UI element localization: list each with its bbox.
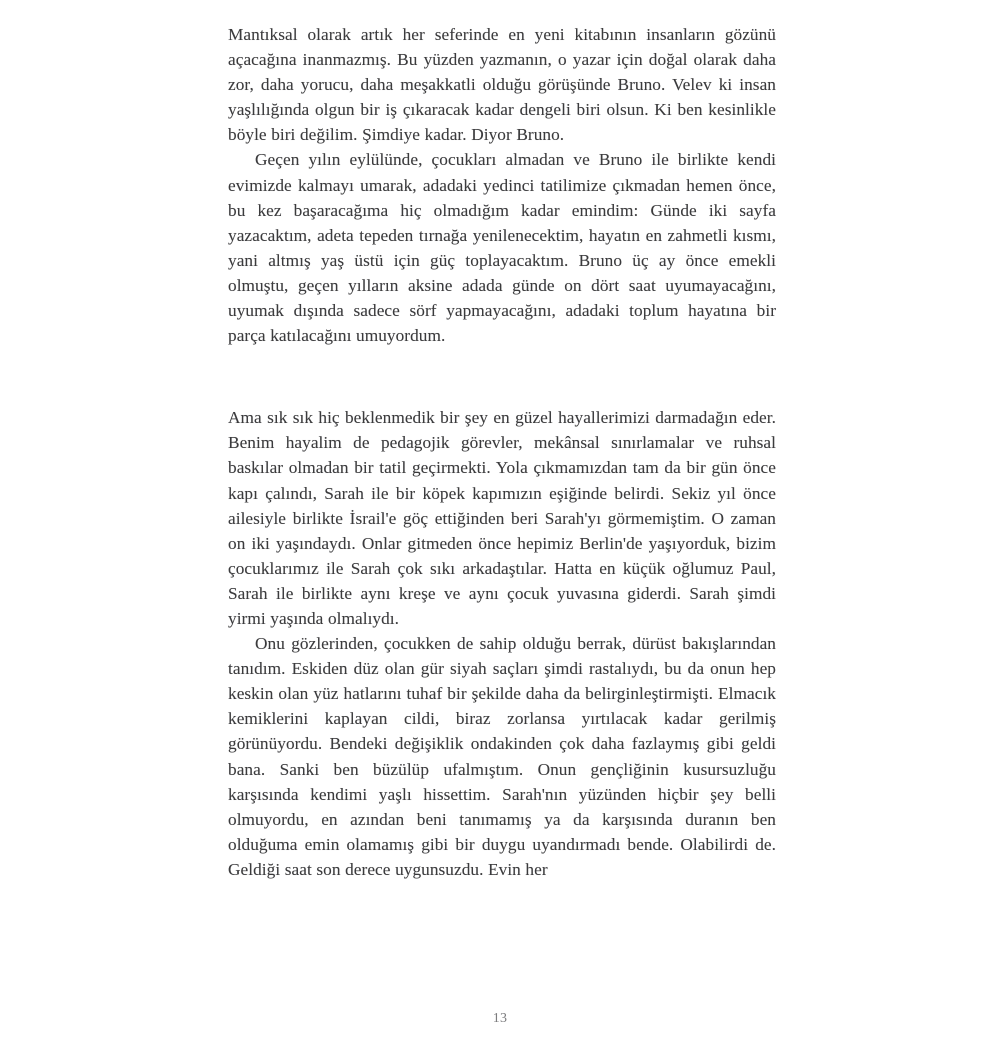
paragraph-3: Ama sık sık hiç beklenmedik bir şey en güzel hayallerimizi darmadağın eder. Benim hayalim de pedagojik görevler, mekânsal sınırlamalar ve ruhsal baskılar olmadan bir tatil geçirmekti. Yola çıkmamızdan tam da bir gün önce kapı çalındı, Sarah ile bir köpek kapımızın eşiğinde belirdi. Sekiz yıl önce ailesiyle birlikte İsrail'e göç ettiğinden beri Sarah'yı görmemiştim. O zaman on iki yaşındaydı. Onlar gitmeden önce hepimiz Berlin'de yaşıyorduk, bizim çocuklarımız ile Sarah çok sıkı arkadaştılar. Hatta en küçük oğlumuz Paul, Sarah ile birlikte aynı kreşe ve aynı çocuk yuvasına giderdi. Sarah şimdi yirmi yaşında olmalıydı.: [228, 408, 776, 628]
paragraph-1: Mantıksal olarak artık her seferinde en yeni kitabının insanların gözünü açacağına inanmazmış. Bu yüzden yazmanın, o yazar için doğal olarak daha zor, daha yorucu, daha meşakkatli olduğu görüşünde Bruno. Velev ki insan yaşlılığında olgun bir iş çıkaracak kadar dengeli biri olsun. Ki ben kesinlikle böyle biri değilim. Şimdiye kadar. Diyor Bruno.: [228, 25, 776, 145]
paragraph-4: Onu gözlerinden, çocukken de sahip olduğu berrak, dürüst bakışlarından tanıdım. Eskiden düz olan gür siyah saçları şimdi rastalıydı, bu da onun hep keskin olan yüz hatlarını tuhaf bir şekilde daha da belirginleştirmişti. Elmacık kemiklerini kaplayan cildi, biraz zorlansa yırtılacak kadar gerilmiş görünüyordu. Bendeki değişiklik ondakinden çok daha fazlaymış gibi geldi bana. Sanki ben büzülüp ufalmıştım. Onun gençliğinin kusursuzluğu karşısında kendimi yaşlı hissettim. Sarah'nın yüzünden hiçbir şey belli olmuyordu, en azından beni tanımamış ya da karşısında duranın ben olduğuma emin olamamış gibi bir duygu uyandırmadı bende. Olabilirdi de. Geldiği saat son derece uygunsuzdu. Evin her: [228, 634, 776, 879]
page-text-block: [228, 22, 776, 882]
page-number: 13: [492, 1011, 508, 1026]
paragraph-2: Geçen yılın eylülünde, çocukları almadan ve Bruno ile birlikte kendi evimizde kalmayı umarak, adadaki yedinci tatilimize çıkmadan hemen önce, bu kez başaracağıma hiç olmadığım kadar emindim: Günde iki sayfa yazacaktım, adeta tepeden tırnağa yenilenecektim, hayatın en zahmetli kısmı, yani altmış yaş üstü için güç toplayacaktım. Bruno üç ay önce emekli olmuştu, geçen yılların aksine adada günde on dört saat uyumayacağını, uyumak dışında sadece sörf yapmayacağını, adadaki toplum hayatına bir parça katılacağını umuyordum.: [228, 150, 776, 346]
